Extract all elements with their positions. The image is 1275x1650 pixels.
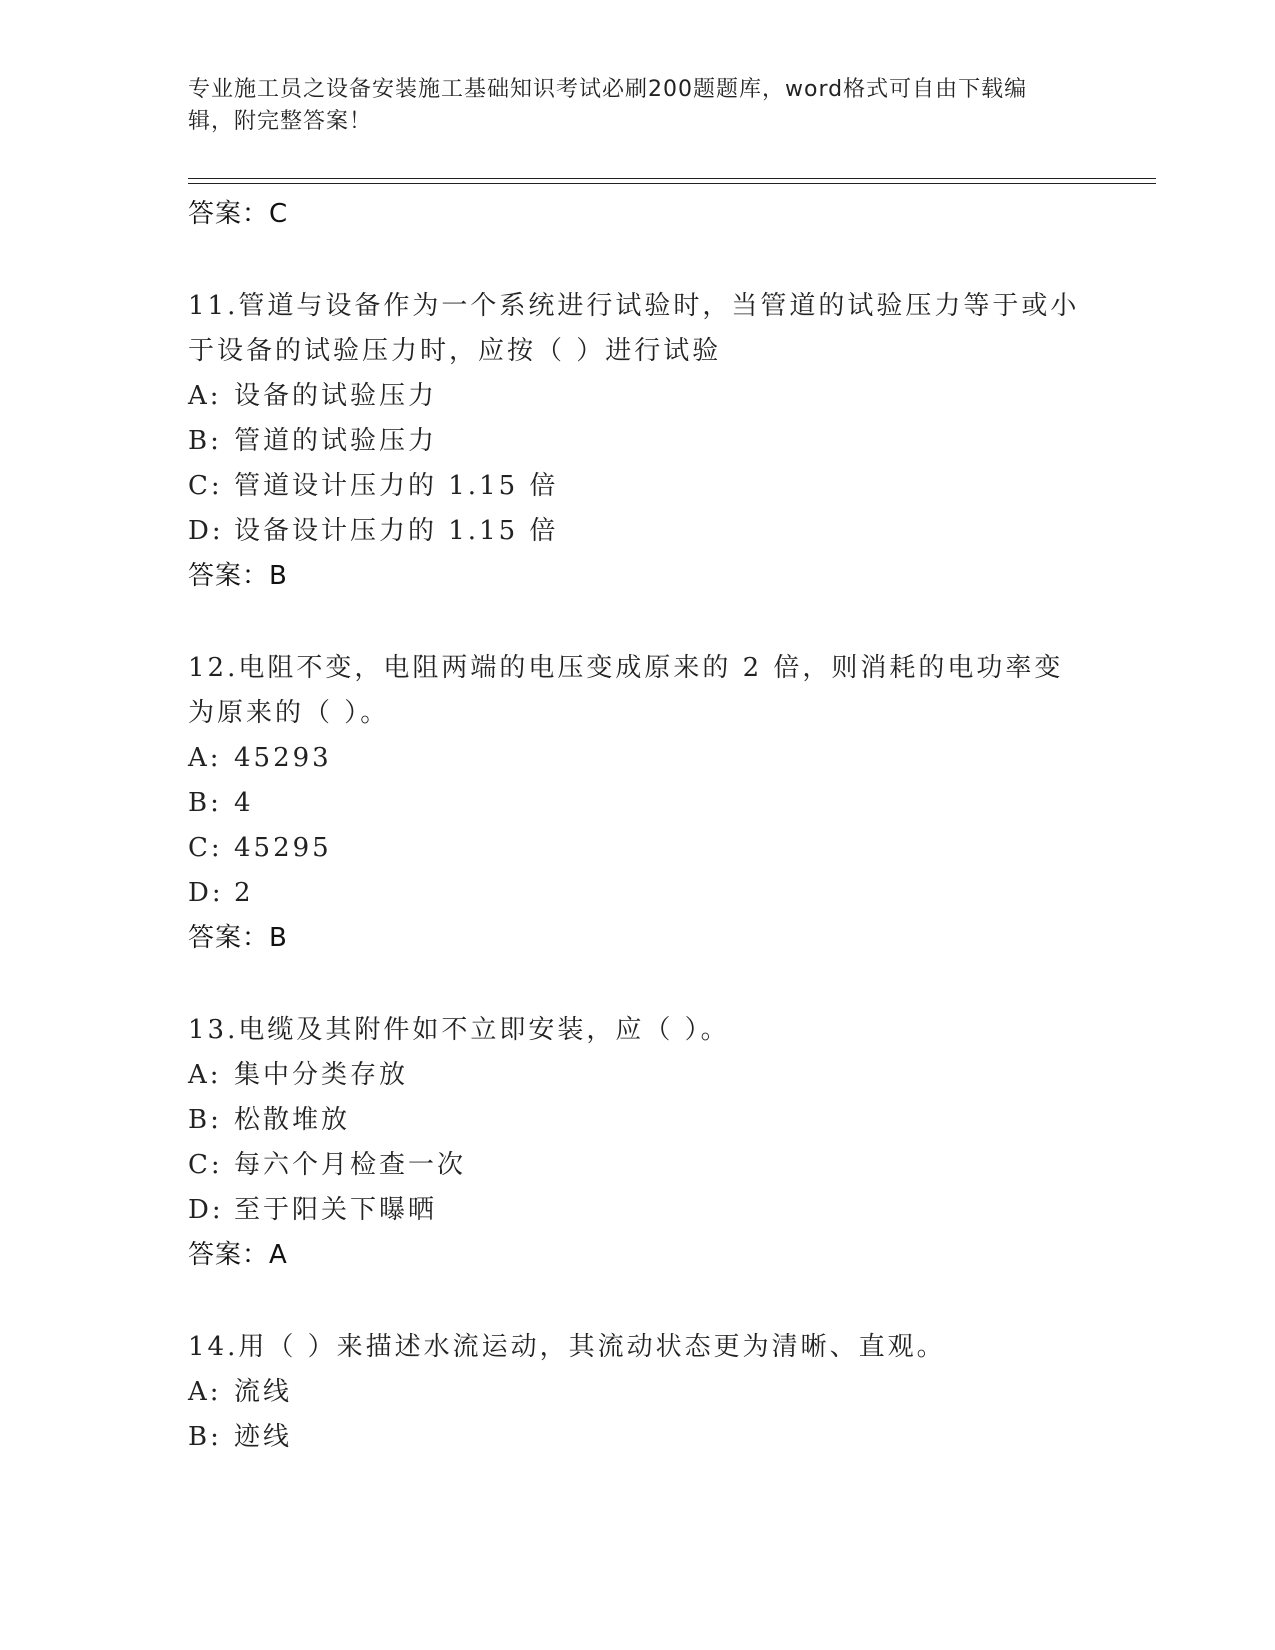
option-text: 设备设计压力的 1.15 倍 bbox=[234, 516, 559, 546]
option-letter: C: bbox=[188, 1150, 223, 1180]
option-letter: C: bbox=[188, 471, 223, 501]
option-text: 管道的试验压力 bbox=[234, 426, 438, 456]
option-text: 流线 bbox=[234, 1377, 293, 1407]
option-c bbox=[188, 1143, 1088, 1188]
option-c bbox=[188, 826, 1088, 871]
option-letter: D: bbox=[188, 878, 224, 908]
option-letter: A: bbox=[188, 1060, 222, 1090]
option-text: 松散堆放 bbox=[234, 1105, 351, 1135]
option-text: 2 bbox=[234, 878, 254, 908]
option-letter: B: bbox=[188, 1422, 222, 1452]
option-a bbox=[188, 1370, 1088, 1415]
answer-line: 答案：C bbox=[188, 199, 289, 229]
option-d bbox=[188, 1188, 1088, 1233]
option-letter: B: bbox=[188, 1105, 222, 1135]
option-text: 45293 bbox=[234, 743, 332, 773]
option-text: 迹线 bbox=[234, 1422, 293, 1452]
option-letter: D: bbox=[188, 516, 224, 546]
option-text: 管道设计压力的 1.15 倍 bbox=[234, 471, 559, 501]
page-header: 专业施工员之设备安装施工基础知识考试必刷200题题库，word格式可自由下载编辑，附完整答案！ bbox=[188, 77, 1028, 134]
option-d bbox=[188, 871, 1088, 916]
option-letter: A: bbox=[188, 381, 222, 411]
option-a bbox=[188, 1053, 1088, 1098]
option-b bbox=[188, 1098, 1088, 1143]
answer-line: 答案：A bbox=[188, 1240, 288, 1270]
option-letter: C: bbox=[188, 833, 223, 863]
option-text: 45295 bbox=[234, 833, 332, 863]
question-13: 13.电缆及其附件如不立即安装，应（ ）。 bbox=[188, 1015, 730, 1045]
option-d bbox=[188, 509, 1088, 554]
option-b bbox=[188, 1415, 1088, 1460]
answer-line: 答案：B bbox=[188, 923, 288, 953]
option-text: 每六个月检查一次 bbox=[234, 1150, 467, 1180]
option-c bbox=[188, 464, 1088, 509]
question-14: 14.用（ ）来描述水流运动，其流动状态更为清晰、直观。 bbox=[188, 1332, 946, 1362]
option-a bbox=[188, 736, 1088, 781]
option-letter: D: bbox=[188, 1195, 224, 1225]
header-divider bbox=[188, 178, 1156, 184]
question-11: 11.管道与设备作为一个系统进行试验时，当管道的试验压力等于或小于设备的试验压力时，应按（ ）进行试验 bbox=[188, 291, 1080, 366]
question-list bbox=[188, 192, 1088, 1460]
option-letter: A: bbox=[188, 743, 222, 773]
option-letter: A: bbox=[188, 1377, 222, 1407]
option-text: 集中分类存放 bbox=[234, 1060, 409, 1090]
option-text: 4 bbox=[234, 788, 254, 818]
option-text: 设备的试验压力 bbox=[234, 381, 438, 411]
option-b bbox=[188, 781, 1088, 826]
option-a bbox=[188, 374, 1088, 419]
question-12: 12.电阻不变，电阻两端的电压变成原来的 2 倍，则消耗的电功率变为原来的（ ）。 bbox=[188, 653, 1064, 728]
option-text: 至于阳关下曝晒 bbox=[234, 1195, 438, 1225]
option-letter: B: bbox=[188, 426, 222, 456]
option-b bbox=[188, 419, 1088, 464]
answer-line: 答案：B bbox=[188, 561, 288, 591]
option-letter: B: bbox=[188, 788, 222, 818]
